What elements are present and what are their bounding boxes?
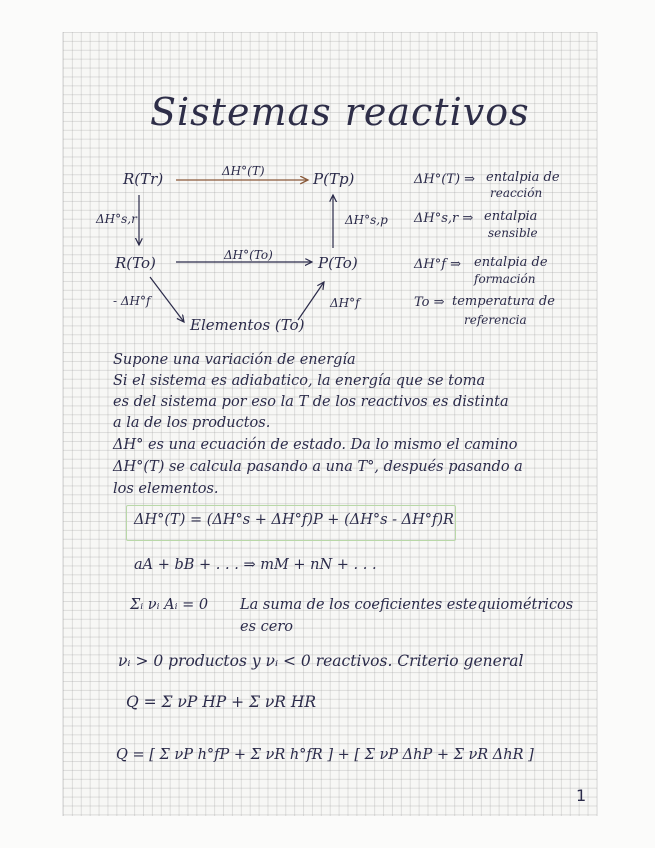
page-number: 1 [576, 786, 587, 805]
label-left-diag: - ΔH°f [113, 294, 151, 308]
label-left-down: ΔH°s,r [96, 212, 137, 226]
def-1-line2: reacción [490, 186, 543, 200]
node-r-to: R(To) [115, 254, 156, 272]
label-top-arrow: ΔH°(T) [222, 164, 265, 178]
sum-equation: Σᵢ νᵢ Aᵢ = 0 [130, 597, 209, 613]
def-3-line1: entalpia de [474, 255, 548, 270]
def-4-line1: temperatura de [452, 294, 555, 309]
def-2-line1: entalpia [484, 209, 538, 224]
node-elementos: Elementos (To) [190, 316, 305, 334]
def-2-line2: sensible [488, 226, 538, 240]
paragraph-line-7: los elementos. [113, 481, 219, 497]
paragraph-line-3: es del sistema por eso la T de los reactivos es distinta [113, 394, 509, 410]
paragraph-line-1: Supone una variación de energía [113, 352, 356, 368]
label-mid-arrow: ΔH°(To) [224, 248, 273, 262]
paragraph-line-2: Si el sistema es adiabatico, la energía que se toma [113, 373, 486, 389]
node-p-tp: P(Tp) [313, 170, 355, 188]
criterio-line: νᵢ > 0 productos y νᵢ < 0 reactivos. Criterio general [118, 652, 524, 670]
def-1-symbol: ΔH°(T) ⇒ [414, 172, 476, 187]
sum-note-line-2: es cero [240, 619, 293, 635]
page-title: Sistemas reactivos [150, 90, 530, 134]
def-3-symbol: ΔH°f ⇒ [414, 257, 462, 272]
sum-note-line-1: La suma de los coeficientes estequiométricos [240, 597, 574, 613]
q-equation-1: Q = Σ νP HP + Σ νR HR [126, 693, 317, 711]
def-1-line1: entalpia de [486, 170, 560, 185]
def-4-symbol: To ⇒ [414, 295, 445, 310]
node-p-to: P(To) [318, 254, 358, 272]
paragraph-line-4: a la de los productos. [113, 415, 271, 431]
arrow-left-diag [150, 277, 184, 322]
arrow-right-diag [298, 282, 324, 320]
q-equation-2: Q = [ Σ νP h°fP + Σ νR h°fR ] + [ Σ νP ΔhP + Σ νR ΔhR ] [116, 747, 534, 763]
boxed-equation: ΔH°(T) = (ΔH°s + ΔH°f)P + (ΔH°s - ΔH°f)R [134, 512, 454, 528]
label-right-diag: ΔH°f [330, 296, 360, 310]
def-2-symbol: ΔH°s,r ⇒ [414, 211, 474, 226]
def-3-line2: formación [474, 272, 536, 286]
label-right-up: ΔH°s,p [345, 213, 388, 227]
def-4-line2: referencia [464, 313, 527, 327]
reaction-equation: aA + bB + . . . ⇒ mM + nN + . . . [134, 557, 377, 573]
paragraph-line-6: ΔH°(T) se calcula pasando a una T°, después pasando a [113, 459, 523, 475]
paragraph-line-5: ΔH° es una ecuación de estado. Da lo mismo el camino [113, 437, 518, 453]
node-r-tr: R(Tr) [123, 170, 164, 188]
